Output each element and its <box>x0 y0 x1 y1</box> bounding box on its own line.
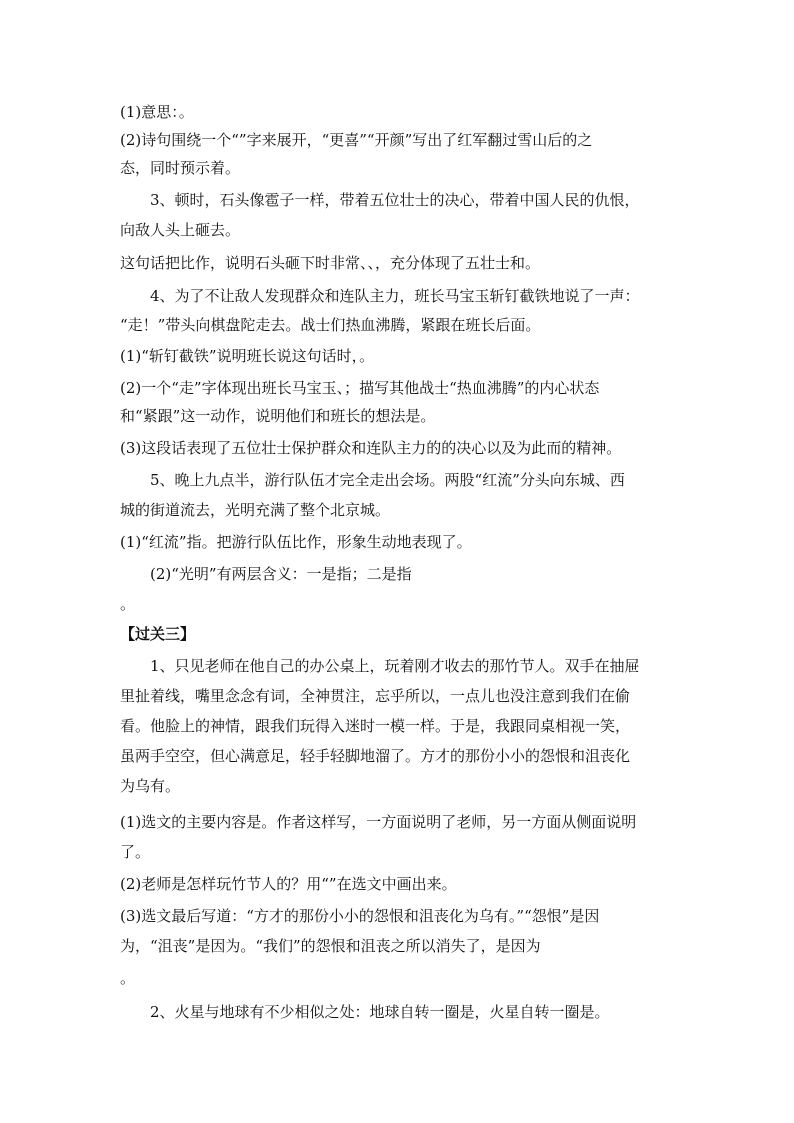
question-2-line: (2)诗句围绕一个“”字来展开，“更喜”“开颜”写出了红军翻过雪山后的之 <box>120 131 593 149</box>
passage-2-line-1: 2、火星与地球有不少相似之处：地球自转一圈是，火星自转一圈是。 <box>150 1003 610 1021</box>
passage-1-line-5: 为乌有。 <box>120 777 181 795</box>
passage-1-line-2: 里扯着线，嘴里念念有词，全神贯注，忘乎所以，一点儿也没注意到我们在偷 <box>120 687 631 705</box>
passage-1-question-1: (1)选文的主要内容是。作者这样写，一方面说明了老师，另一方面从侧面说明 <box>120 813 637 831</box>
passage-5-line-1: 5、晚上九点半，游行队伍才完全走出会场。两股“红流”分头向东城、西 <box>150 471 625 489</box>
passage-4-question-2: (2)一个“走”字体现出班长马宝玉、；描写其他战士“热血沸腾”的内心状态 <box>120 379 600 397</box>
passage-1-question-3: (3)选文最后写道：“方才的那份小小的怨恨和沮丧化为乌有。”“怨恨”是因 <box>120 907 600 925</box>
section-heading: 【过关三】 <box>120 625 196 643</box>
passage-3-line-2: 向敌人头上砸去。 <box>120 221 241 239</box>
question-1-line: (1)意思：。 <box>120 103 194 121</box>
question-2-continuation: 态，同时预示着。 <box>120 159 241 177</box>
passage-1-question-3-continuation: 为，“沮丧”是因为。“我们”的怨恨和沮丧之所以消失了，是因为 <box>120 937 541 955</box>
passage-5-question-2-end: 。 <box>120 595 136 613</box>
passage-1-question-3-end: 。 <box>120 969 136 987</box>
passage-1-question-2: (2)老师是怎样玩竹节人的？用“”在选文中画出来。 <box>120 875 457 893</box>
passage-4-line-2: “走！”带头向棋盘陀走去。战士们热血沸腾，紧跟在班长后面。 <box>120 316 541 334</box>
passage-5-question-2: (2)“光明”有两层含义：一是指；二是指 <box>150 565 412 583</box>
passage-4-question-1: (1)“斩钉截铁”说明班长说这句话时，。 <box>120 347 375 365</box>
passage-3-line-1: 3、顿时，石头像雹子一样，带着五位壮士的决心，带着中国人民的仇恨， <box>150 191 640 209</box>
passage-4-line-1: 4、为了不让敌人发现群众和连队主力，班长马宝玉斩钉截铁地说了一声： <box>150 287 640 305</box>
passage-5-line-2: 城的街道流去，光明充满了整个北京城。 <box>120 501 391 519</box>
passage-1-line-1: 1、只见老师在他自己的办公桌上，玩着刚才收去的那竹节人。双手在抽屉 <box>150 657 640 675</box>
passage-1-question-1-continuation: 了。 <box>120 843 151 861</box>
passage-3-question: 这句话把比作，说明石头砸下时非常、、，充分体现了五壮士和。 <box>120 254 541 272</box>
passage-5-question-1: (1)“红流”指。把游行队伍比作，形象生动地表现了。 <box>120 533 472 551</box>
passage-4-question-2-continuation: 和“紧跟”这一动作，说明他们和班长的想法是。 <box>120 407 436 425</box>
passage-1-line-4: 虽两手空空，但心满意足，轻手轻脚地溜了。方才的那份小小的怨恨和沮丧化 <box>120 747 631 765</box>
passage-4-question-3: (3)这段话表现了五位壮士保护群众和连队主力的的决心以及为此而的精神。 <box>120 439 622 457</box>
passage-1-line-3: 看。他脸上的神情，跟我们玩得入迷时一模一样。于是，我跟同桌相视一笑， <box>120 717 631 735</box>
